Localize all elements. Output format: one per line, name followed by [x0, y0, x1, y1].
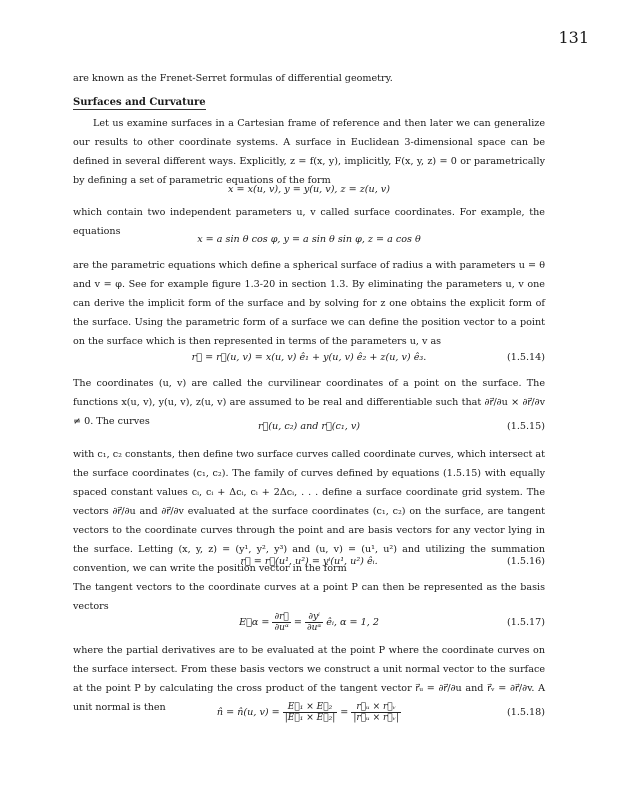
equation-1-5-16 — [73, 552, 545, 571]
denominator: |E⃗₁ × E⃗₂| — [284, 713, 336, 723]
equation-rhs: êᵢ, α = 1, 2 — [326, 617, 379, 628]
equation-number: (1.5.17) — [506, 617, 545, 628]
denominator: ∂uᵅ — [306, 623, 322, 633]
equation-1-5-15 — [73, 417, 545, 436]
page-number: 131 — [558, 28, 589, 47]
paragraph-4: The coordinates (u, v) are called the curvilinear coordinates of a point on the surface. The functions x(u, v), y(u, v), z(u, v) are assumed to be real and differentiable such that ∂r⃗/∂u × ∂r⃗/∂v ≠ 0. The curves — [73, 378, 545, 427]
equation-body: r⃗(u, c₂) and r⃗(c₁, v) — [257, 421, 361, 432]
paragraph-7: where the partial derivatives are to be evaluated at the point P where the coordinate curves on the surface intersect. From these basis vectors we construct a unit normal vector to the surface at the point P by calculating the cross product of the tangent vector r⃗ᵤ = ∂r⃗/∂u and r⃗ᵥ = ∂r⃗/∂v. A unit normal is then — [73, 645, 545, 713]
paragraph-2: which contain two independent parameters u, v called surface coordinates. For example, the equations — [73, 207, 545, 237]
equation-body: x = x(u, v), y = y(u, v), z = z(u, v) — [228, 184, 390, 195]
equation-body: E⃗α = $\frac{\partial r⃗}{\text{∂uᵅ}}$ = $\frac{\text{∂yⁱ}}{\text{∂uᵅ}}$ êᵢ, α = 1, 2 — [239, 612, 379, 633]
fraction — [272, 612, 290, 633]
equation-body: x = a sin θ cos φ, y = a sin θ sin φ, z = a cos θ — [197, 234, 421, 245]
equation-number: (1.5.14) — [506, 352, 545, 363]
paragraph-5: with c₁, c₂ constants, then define two surface curves called coordinate curves, which intersect at the surface coordinates (c₁, c₂). The family of curves defined by equations (1.5.15) with equally spaced constant values cᵢ, cᵢ + Δcᵢ, cᵢ + 2Δcᵢ, . . . define a surface coordinate grid system. The vectors ∂r⃗/∂u and ∂r⃗/∂v evaluated at the surface coordinates (c₁, c₂) on the surface, are tangent vectors to the coordinate curves through the point and are basis vectors for any vector lying in the surface. Letting (x, y, z) = (y¹, y², y³) and (u, v) = (u¹, u²) and utilizing the summation convention, we can write the position vector in the form — [73, 449, 545, 574]
section-title: Surfaces and Curvature — [73, 97, 206, 108]
equation-number: (1.5.15) — [506, 421, 545, 432]
intro-line: are known as the Frenet-Serret formulas of differential geometry. — [73, 73, 393, 84]
numerator: ∂yⁱ — [305, 612, 323, 623]
equation-number: (1.5.18) — [506, 707, 545, 718]
equation-lhs: E⃗α = — [239, 617, 270, 628]
equation-parametric — [73, 180, 545, 199]
paragraph-6: The tangent vectors to the coordinate curves at a point P can then be represented as the basis vectors — [73, 582, 545, 612]
fraction — [283, 702, 337, 723]
fraction — [305, 612, 323, 633]
equation-1-5-18 — [73, 698, 545, 728]
fraction — [351, 702, 401, 723]
equation-sphere — [73, 230, 545, 249]
denominator: |r⃗ᵤ × r⃗ᵥ| — [353, 713, 400, 723]
equation-1-5-17 — [73, 610, 545, 636]
denominator: ∂uᵅ — [274, 623, 289, 633]
equation-number: (1.5.16) — [506, 556, 545, 567]
numerator: ∂r⃗ — [274, 612, 289, 622]
equation-lhs: n̂ = n̂(u, v) = — [216, 707, 280, 718]
equation-body: r⃗ = r⃗(u¹, u²) = yⁱ(u¹, u²) êᵢ. — [240, 556, 378, 567]
equation-1-5-14 — [73, 348, 545, 367]
equation-body: r⃗ = r⃗(u, v) = x(u, v) ê₁ + y(u, v) ê₂ + z(u, v) ê₃. — [191, 352, 427, 363]
equation-body: n̂ = n̂(u, v) = $\frac{\text{E⃗₁ × E⃗₂}}{\text{|E⃗₁ × E⃗₂|}}$ = $\frac{\text{r⃗ᵤ × r⃗ᵥ}}{\text{|r⃗ᵤ × r⃗ᵥ|}}$ — [216, 702, 400, 723]
paragraph-3: are the parametric equations which define a spherical surface of radius a with parameters u = θ and v = φ. See for example figure 1.3-20 in section 1.3. By eliminating the parameters u, v one can derive the implicit form of the surface and by solving for z one obtains the explicit form of the surface. Using the parametric form of a surface we can define the position vector to a point on the surface which is then represented in terms of the parameters u, v as — [73, 260, 545, 347]
numerator: r⃗ᵤ × r⃗ᵥ — [351, 702, 401, 713]
paragraph-1: Let us examine surfaces in a Cartesian frame of reference and then later we can generalize our results to other coordinate systems. A surface in Euclidean 3-dimensional space can be defined in several different ways. Explicitly, z = f(x, y), implicitly, F(x, y, z) = 0 or parametrically by defining a set of parametric equations of the form — [73, 118, 545, 186]
numerator: E⃗₁ × E⃗₂ — [283, 702, 337, 713]
